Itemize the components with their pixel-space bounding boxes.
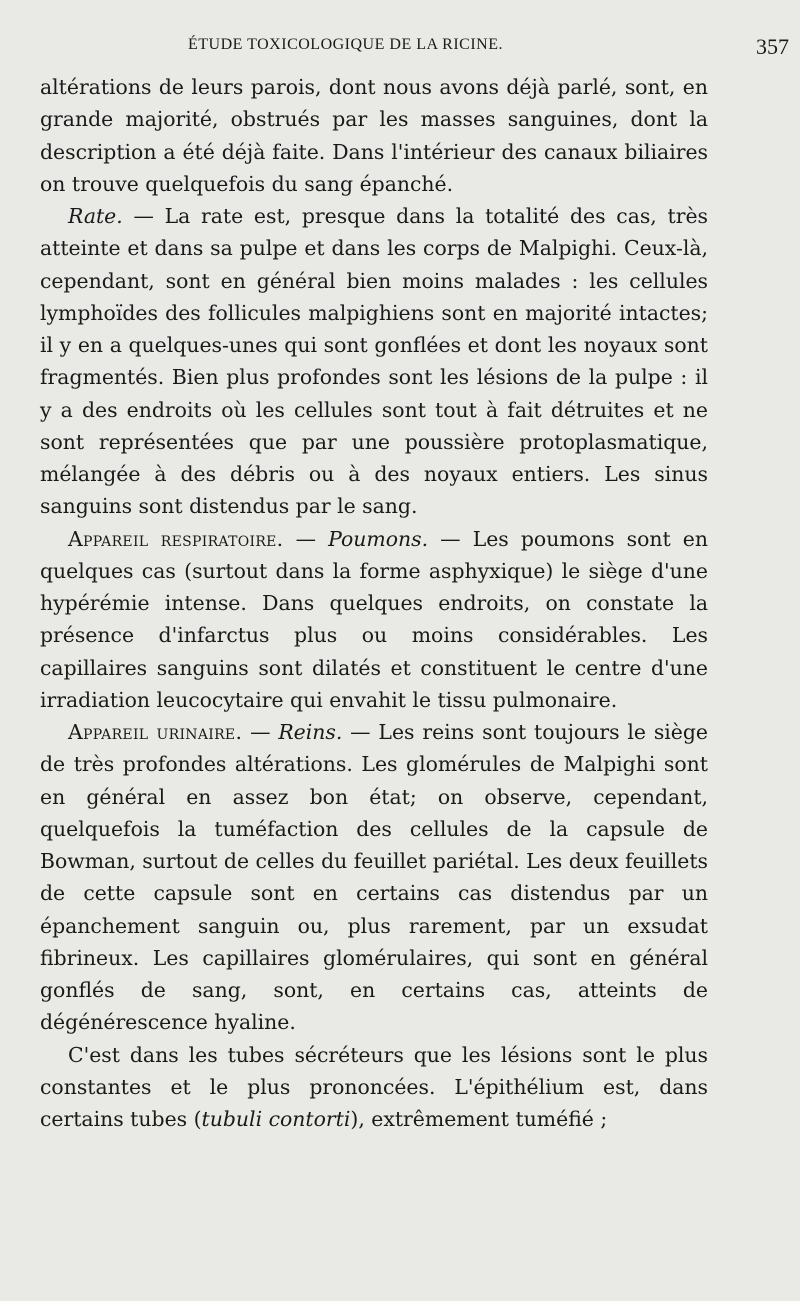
paragraph-text: altérations de leurs parois, dont nous avons déjà parlé, sont, en grande majorité, obstrués par les masses sanguines, dont la description a été déjà faite. Dans l'intérieur des canaux biliaires on trouve quelquefois du sang épanché. bbox=[40, 75, 708, 196]
paragraph-text: Les poumons sont en quelques cas (surtout dans la forme asphyxique) le siège d'une hypérémie intense. Dans quelques endroits, on constate la présence d'infarctus plus ou moins considérables. Les capillaires sanguins sont dilatés et constituent le centre d'une irradiation leucocytaire qui envahit le tissu pulmonaire. bbox=[40, 526, 709, 712]
page-number: 357 bbox=[756, 34, 789, 59]
dash-separator: — bbox=[428, 526, 473, 551]
paragraph-appareil-respiratoire bbox=[40, 523, 708, 717]
paragraph-text: C'est dans les tubes sécréteurs que les lésions sont le plus constantes et le plus prononcées. L'épithélium est, dans certains tubes ( bbox=[40, 1042, 708, 1131]
section-heading-urinaire: Appareil urinaire. bbox=[68, 720, 243, 744]
paragraph-text: La rate est, presque dans la totalité des cas, très atteinte et dans sa pulpe et dans les corps de Malpighi. Ceux-là, cependant, sont en général bien moins malades : les cellules lymphoïdes des follicules malpighiens sont en majorité intactes; il y en a quelques-unes qui sont gonflées et dont les noyaux sont fragmentés. Bien plus profondes sont les lésions de la pulpe : il y a des endroits où les cellules sont tout à fait détruites et ne sont représentées que par une poussière protoplasmatique, mélangée à des débris ou à des noyaux entiers. Les sinus sanguins sont distendus par le sang. bbox=[40, 204, 708, 519]
paragraph-text: ), extrêmement tuméfié ; bbox=[350, 1107, 608, 1131]
italic-term: tubuli contorti bbox=[201, 1107, 351, 1131]
body-text bbox=[40, 71, 708, 1135]
dash-separator: — bbox=[342, 720, 379, 744]
subsection-heading-poumons: Poumons. bbox=[328, 526, 429, 551]
section-heading-respiratoire: Appareil respiratoire. bbox=[68, 526, 284, 551]
dash-separator: — bbox=[122, 204, 165, 228]
paragraph-text: Les reins sont toujours le siège de très profondes altérations. Les glomérules de Malpighi sont en général en assez bon état; on observe, cependant, quelquefois la tuméfaction des cellules de la capsule de Bowman, surtout de celles du feuillet pariétal. Les deux feuillets de cette capsule sont en certains cas distendus par un épanchement sanguin ou, plus rarement, par un exsudat fibrineux. Les capillaires glomérulaires, qui sont en général gonflés de sang, sont, en certains cas, atteints de dégénérescence hyaline. bbox=[40, 720, 708, 1035]
dash-separator: — bbox=[283, 526, 329, 551]
dash-separator: — bbox=[242, 720, 279, 744]
paragraph-rate bbox=[40, 200, 708, 523]
subsection-heading-reins: Reins. bbox=[278, 720, 343, 744]
paragraph-tubes-secreteurs bbox=[40, 1039, 708, 1136]
paragraph-appareil-urinaire bbox=[40, 716, 708, 1039]
paragraph-liver-continued bbox=[40, 71, 708, 200]
running-head bbox=[40, 34, 789, 62]
subsection-heading-rate: Rate. bbox=[68, 204, 123, 228]
running-title: ÉTUDE TOXICOLOGIQUE DE LA RICINE. bbox=[188, 36, 503, 53]
